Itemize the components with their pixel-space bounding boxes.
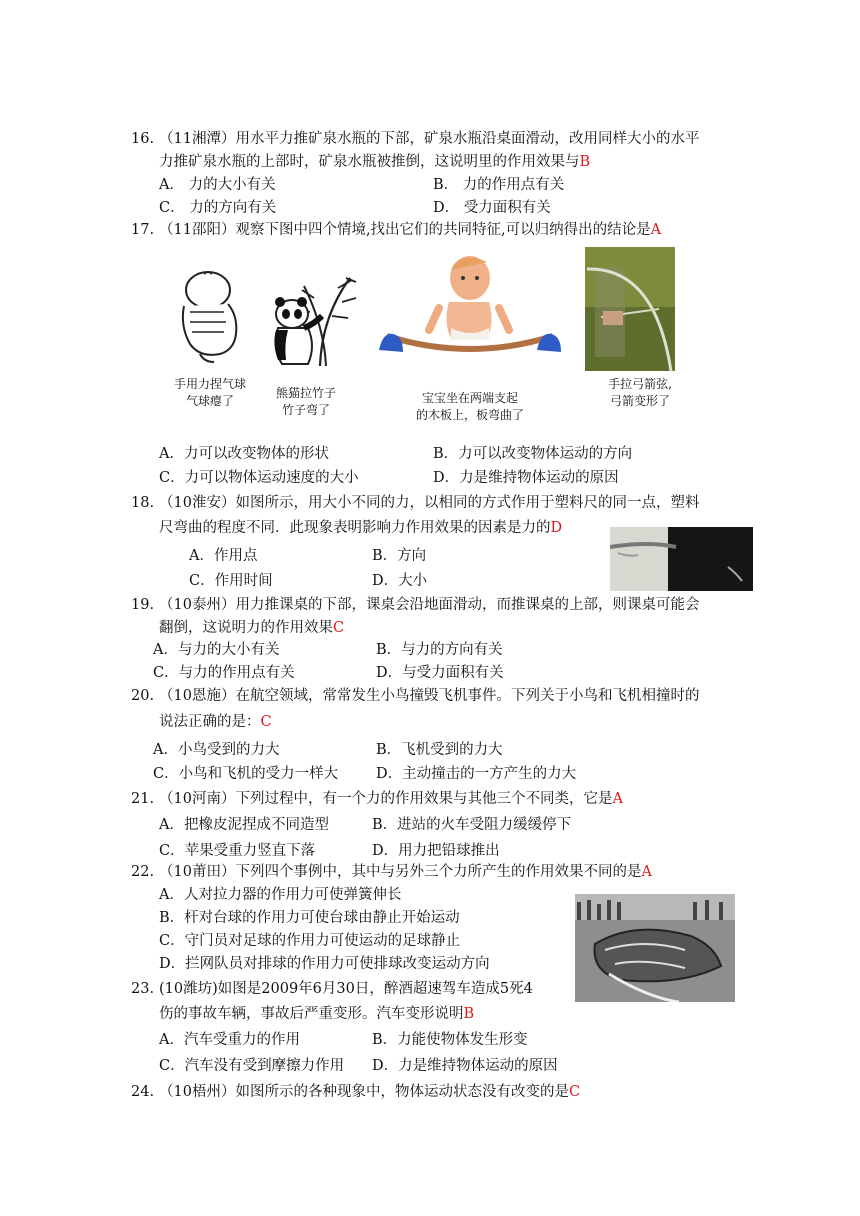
wrecked-car-photo xyxy=(575,894,735,1002)
q20-number: 20. xyxy=(131,688,155,704)
caption-2-line2: 竹子弯了 xyxy=(281,403,330,417)
q18-stem-line2: 尺弯曲的程度不同．此现象表明影响力作用效果的因素是力的D xyxy=(159,520,563,536)
caption-4-line1: 手拉弓箭弦, xyxy=(608,377,672,391)
q17-option-a: A．力可以改变物体的形状 xyxy=(159,446,329,462)
q16-option-b: B． 力的作用点有关 xyxy=(433,177,565,193)
q21-stem-line1: （10河南）下列过程中，有一个力的作用效果与其他三个不同类，它是A xyxy=(159,791,623,807)
q17-stem-line1: （11邵阳）观察下图中四个情境,找出它们的共同特征,可以归纳得出的结论是A xyxy=(159,222,662,238)
plastic-ruler-photo xyxy=(610,527,753,591)
q16-option-c: C． 力的方向有关 xyxy=(159,200,277,216)
q22-answer: A xyxy=(641,864,652,880)
q23-option-b: B．力能使物体发生形变 xyxy=(372,1032,528,1048)
q18-option-a: A．作用点 xyxy=(189,548,258,564)
q18-option-c: C．作用时间 xyxy=(189,573,273,589)
baby-on-bent-board-illustration xyxy=(375,250,565,368)
q19-option-b: B．与力的方向有关 xyxy=(376,642,503,658)
q24-stem-line1: （10梧州）如图所示的各种现象中，物体运动状态没有改变的是C xyxy=(159,1084,581,1100)
q19-option-d: D．与受力面积有关 xyxy=(376,665,504,681)
caption-4-line2: 弓箭变形了 xyxy=(609,394,670,408)
q21-number: 21. xyxy=(131,791,155,807)
caption-3-line2: 的木板上，板弯曲了 xyxy=(415,408,524,422)
caption-3-line1: 宝宝坐在两端支起 xyxy=(421,391,518,405)
q16-option-d: D． 受力面积有关 xyxy=(433,200,551,216)
q21-option-b: B．进站的火车受阻力缓缓停下 xyxy=(372,817,572,833)
q19-option-c: C．与力的作用点有关 xyxy=(153,665,295,681)
q23-stem-line1: (10潍坊)如图是2009年6月30日，醉酒超速驾车造成5死4 xyxy=(159,981,533,997)
q22-option-b: B．杆对台球的作用力可使台球由静止开始运动 xyxy=(159,910,460,926)
q23-answer: B xyxy=(463,1006,475,1022)
q20-option-b: B．飞机受到的力大 xyxy=(376,742,503,758)
panda-bamboo-illustration xyxy=(268,268,360,368)
q18-number: 18. xyxy=(131,495,155,511)
q16-answer: B xyxy=(579,154,591,170)
q16-number: 16. xyxy=(131,131,155,147)
caption-1-line1: 手用力捏气球 xyxy=(173,377,246,391)
q19-answer: C xyxy=(333,620,345,636)
q16-stem-line2: 力推矿泉水瓶的上部时，矿泉水瓶被推倒，这说明里的作用效果与B xyxy=(159,154,591,170)
q20-option-a: A．小鸟受到的力大 xyxy=(153,742,280,758)
q20-option-c: C．小鸟和飞机的受力一样大 xyxy=(153,766,339,782)
q18-option-b: B．方向 xyxy=(372,548,427,564)
q21-option-a: A．把橡皮泥捏成不同造型 xyxy=(159,817,329,833)
q18-stem-line1: （10淮安）如图所示，用大小不同的力，以相同的方式作用于塑料尺的同一点，塑料 xyxy=(159,495,700,511)
q19-number: 19. xyxy=(131,597,155,613)
q17-option-b: B．力可以改变物体运动的方向 xyxy=(433,446,633,462)
q17-number: 17. xyxy=(131,222,155,238)
q17-option-c: C．力可以物体运动速度的大小 xyxy=(159,470,359,486)
q23-option-d: D．力是维持物体运动的原因 xyxy=(372,1058,558,1074)
q16-stem-line1: （11湘潭）用水平力推矿泉水瓶的下部，矿泉水瓶沿桌面滑动，改用同样大小的水平 xyxy=(159,131,700,147)
q22-number: 22. xyxy=(131,864,155,880)
hand-squeezing-balloon-illustration xyxy=(170,268,250,368)
q18-option-d: D．大小 xyxy=(372,573,428,589)
q20-answer: C xyxy=(260,714,272,730)
q19-option-a: A．与力的大小有关 xyxy=(153,642,280,658)
q17-option-d: D．力是维持物体运动的原因 xyxy=(433,470,619,486)
q18-answer: D xyxy=(550,520,563,536)
q22-option-d: D．拦网队员对排球的作用力可使排球改变运动方向 xyxy=(159,956,490,972)
archer-drawing-bow-photo xyxy=(585,247,675,371)
caption-2-line1: 熊猫拉竹子 xyxy=(275,386,336,400)
q21-option-d: D．用力把铅球推出 xyxy=(372,843,500,859)
q24-answer: C xyxy=(568,1084,581,1100)
q16-option-a: A． 力的大小有关 xyxy=(159,177,276,193)
q20-stem-line1: （10恩施）在航空领域，常常发生小鸟撞毁飞机事件。下列关于小鸟和飞机相撞时的 xyxy=(159,688,700,704)
q23-option-a: A．汽车受重力的作用 xyxy=(159,1032,300,1048)
q23-stem-line2: 伤的事故车辆，事故后严重变形。汽车变形说明B xyxy=(159,1006,475,1022)
q19-stem-line1: （10泰州）用力推课桌的下部，课桌会沿地面滑动，而推课桌的上部，则课桌可能会 xyxy=(159,597,700,613)
q19-stem-line2: 翻倒，这说明力的作用效果C xyxy=(159,620,345,636)
q23-number: 23. xyxy=(131,981,155,997)
q24-number: 24. xyxy=(131,1084,155,1100)
q21-answer: A xyxy=(612,791,623,807)
q23-option-c: C．汽车没有受到摩擦力作用 xyxy=(159,1058,345,1074)
q17-answer: A xyxy=(650,222,662,238)
q20-stem-line2: 说法正确的是：C xyxy=(159,714,272,730)
q22-option-a: A．人对拉力器的作用力可使弹簧伸长 xyxy=(159,887,402,903)
q20-option-d: D．主动撞击的一方产生的力大 xyxy=(376,766,577,782)
q22-option-c: C．守门员对足球的作用力可使运动的足球静止 xyxy=(159,933,461,949)
caption-1-line2: 气球瘪了 xyxy=(185,394,234,408)
q21-option-c: C．苹果受重力竖直下落 xyxy=(159,843,316,859)
q22-stem-line1: （10莆田）下列四个事例中，其中与另外三个力所产生的作用效果不同的是A xyxy=(159,864,652,880)
